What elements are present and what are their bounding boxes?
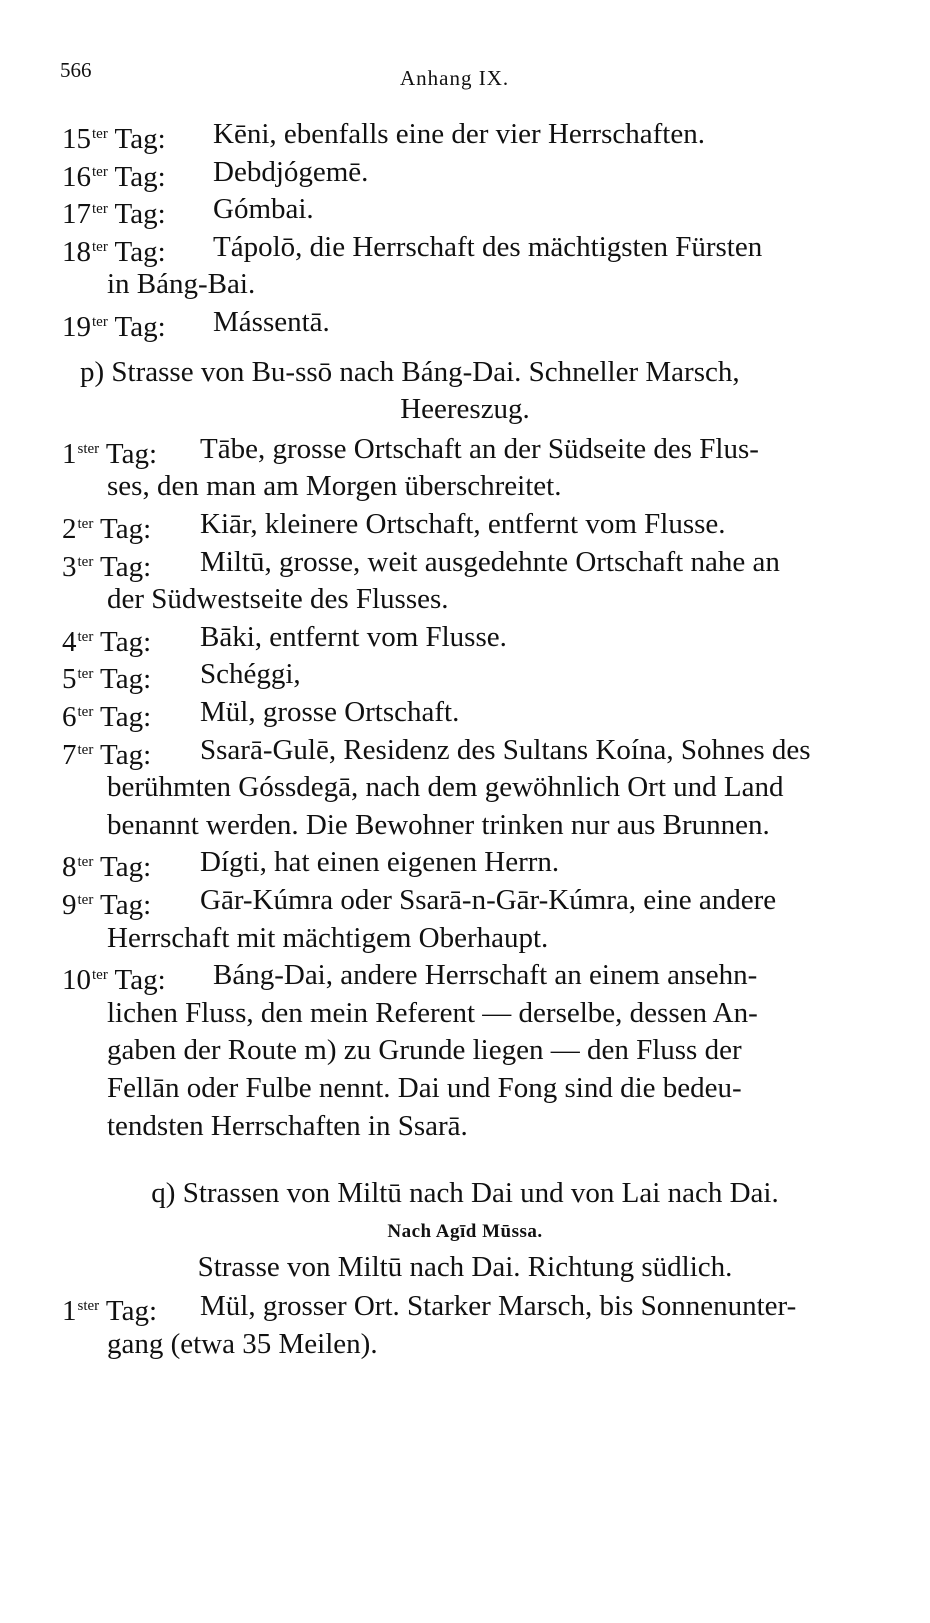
day-label [62,1288,157,1329]
text-line [0,1249,930,1285]
day-number: 9 [62,889,77,921]
day-entry-continuation: in Báng-Bai. [107,268,256,301]
ordinal-suffix: ter [92,967,108,984]
day-label [62,506,151,547]
day-number: 4 [62,625,77,658]
page-number: 566 [60,58,92,82]
day-label [62,844,151,885]
day-number: 10 [62,964,91,997]
day-entry-text: Bāki, entfernt vom Flusse. [200,620,507,653]
tag-label: Tag: [99,1295,158,1328]
day-label [62,619,151,660]
ordinal-suffix: ster [77,440,100,457]
day-entry-text: Mássentā. [213,306,330,338]
ordinal-suffix: ster [77,1298,100,1315]
day-label [62,957,166,998]
day-number: 5 [62,663,77,696]
day-number: 17 [62,198,91,231]
day-entry-continuation: benannt werden. Die Bewohner trinken nur aus Brunnen. [107,808,770,841]
day-entry-text: Kiār, kleinere Ortschaft, entfernt vom Flusse. [200,508,726,540]
ordinal-suffix: ter [92,201,108,218]
day-label [62,732,151,773]
day-number: 6 [62,701,77,733]
day-entry-text: Gār-Kúmra oder Ssarā-n-Gār-Kúmra, eine andere [200,884,777,916]
day-entry-text: Gómbai. [213,193,314,226]
day-number: 1 [62,1295,77,1328]
day-entry-text: Miltū, grosse, weit ausgedehnte Ortschaft nahe an [200,545,780,578]
day-label [62,229,166,270]
day-entry-continuation: Fellān oder Fulbe nennt. Dai und Fong sind die bedeu- [107,1072,742,1104]
tag-label: Tag: [93,550,152,583]
day-entry-continuation: ses, den man am Morgen überschreitet. [107,470,562,503]
day-entry-continuation: gaben der Route m) zu Grunde liegen — den Fluss der [107,1034,742,1067]
day-entry-continuation: lichen Fluss, den mein Referent — derselbe, dessen An- [107,996,758,1029]
tag-label: Tag: [107,198,166,231]
ordinal-suffix: ter [92,126,108,142]
day-number: 18 [62,235,91,268]
tag-label: Tag: [107,964,166,997]
section-heading: p) Strasse von Bu-ssō nach Báng-Dai. Schneller Marsch, [80,355,740,388]
ordinal-suffix: ter [77,516,94,532]
ordinal-suffix: ter [77,666,94,683]
text-line [0,391,930,427]
ordinal-suffix: ter [77,553,94,570]
day-number: 15 [62,123,91,155]
running-title: Anhang IX. [400,66,510,90]
tag-label: Tag: [93,663,152,696]
ordinal-suffix: ter [77,854,94,871]
day-label [62,154,166,195]
day-label [62,431,157,472]
day-number: 1 [62,437,77,470]
day-entry-text: Dígti, hat einen eigenen Herrn. [200,846,560,879]
day-label [62,304,166,345]
ordinal-suffix: ter [92,238,108,255]
text-line [0,1175,930,1211]
day-entry-continuation: der Südwestseite des Flusses. [107,583,449,616]
day-entry-text: Ssarā-Gulē, Residenz des Sultans Koína, Sohnes des [200,733,811,766]
day-entry-text: Báng-Dai, andere Herrschaft an einem ansehn- [213,959,758,992]
day-label [62,116,166,157]
route-subheading: Strasse von Miltū nach Dai. Richtung südlich. [197,1250,733,1283]
day-label [62,544,151,585]
tag-label: Tag: [93,889,152,921]
tag-label: Tag: [107,160,166,193]
ordinal-suffix: ter [77,892,94,908]
day-entry-text: Tābe, grosse Ortschaft an der Südseite des Flus- [200,432,759,465]
ordinal-suffix: ter [92,314,108,330]
day-entry-text: Kēni, ebenfalls eine der vier Herrschaften. [213,118,705,150]
tag-label: Tag: [107,123,166,155]
day-number: 3 [62,550,77,583]
day-label [62,191,166,232]
tag-label: Tag: [107,311,166,343]
day-number: 7 [62,738,77,771]
day-label [62,882,151,923]
tag-label: Tag: [93,513,152,545]
tag-label: Tag: [93,738,152,771]
day-entry-text: Mül, grosse Ortschaft. [200,696,460,728]
day-label [62,694,151,735]
day-number: 2 [62,513,77,545]
tag-label: Tag: [93,851,152,884]
day-entry-text: Mül, grosser Ort. Starker Marsch, bis Sonnenunter- [200,1290,797,1323]
ordinal-suffix: ter [77,628,94,645]
tag-label: Tag: [93,701,152,733]
day-entry-text: Debdjógemē. [213,155,369,188]
day-entry-continuation: berühmten Góssdegā, nach dem gewöhnlich Ort und Land [107,771,784,804]
day-label [62,656,151,697]
day-number: 16 [62,160,91,193]
day-entry-text: Tápolō, die Herrschaft des mächtigsten Fürsten [213,230,763,263]
tag-label: Tag: [99,437,158,470]
section-heading-continuation: Heereszug. [400,393,530,426]
day-entry-continuation: tendsten Herrschaften in Ssarā. [107,1109,468,1142]
day-number: 19 [62,311,91,343]
tag-label: Tag: [107,235,166,268]
day-entry-continuation: gang (etwa 35 Meilen). [107,1328,378,1360]
ordinal-suffix: ter [77,704,94,720]
ordinal-suffix: ter [77,741,94,758]
source-note: Nach Agīd Mūssa. [387,1220,543,1242]
day-entry-continuation: Herrschaft mit mächtigem Oberhaupt. [107,921,549,954]
day-number: 8 [62,851,77,884]
section-heading: q) Strassen von Miltū nach Dai und von Lai nach Dai. [151,1177,779,1210]
page-header [60,58,860,98]
day-entry-text: Schéggi, [200,658,301,691]
ordinal-suffix: ter [92,163,108,180]
tag-label: Tag: [93,625,152,658]
text-line [0,1213,930,1247]
